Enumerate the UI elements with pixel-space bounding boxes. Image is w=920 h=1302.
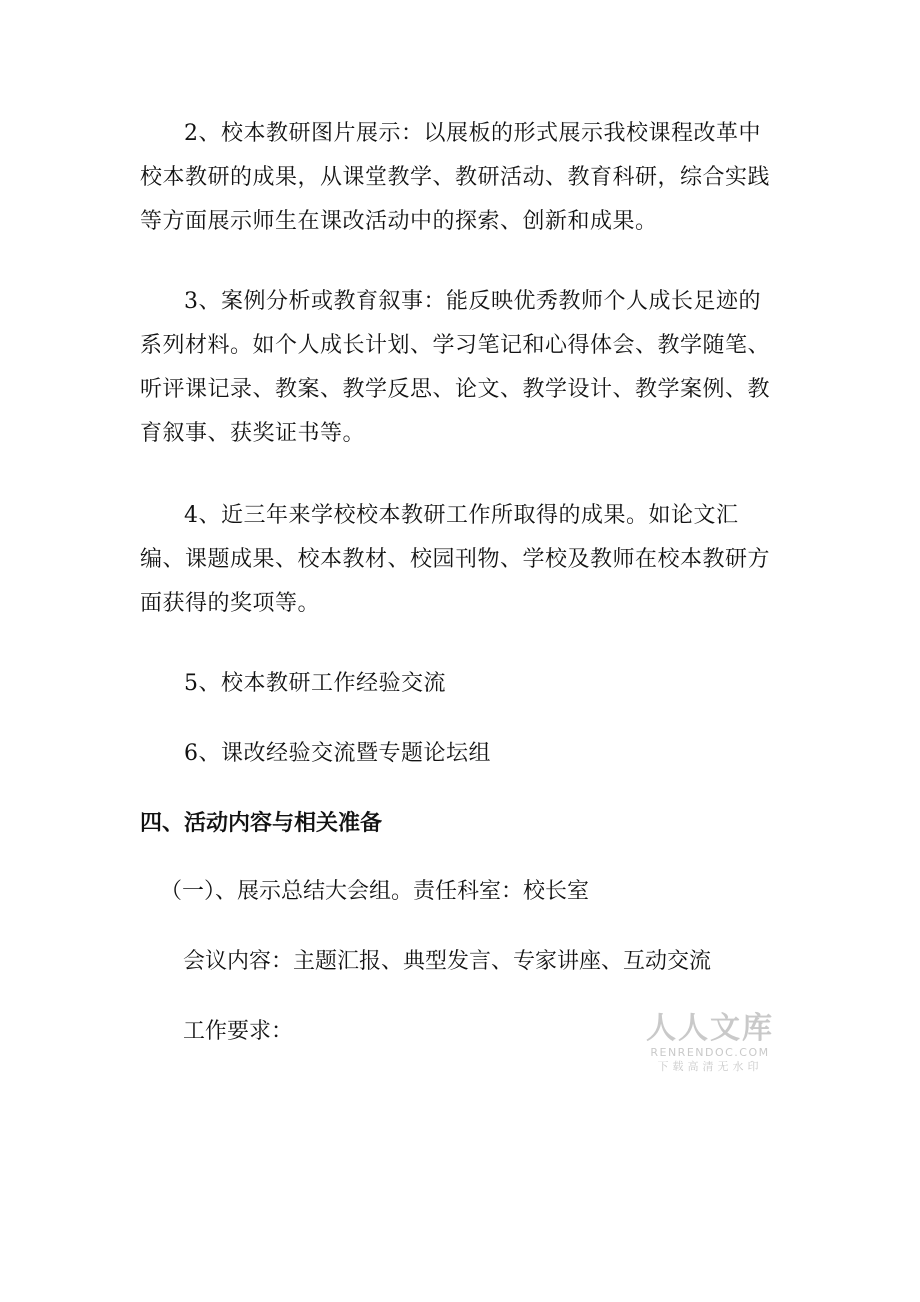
- subsection-heading: （一）、展示总结大会组。责任科室：校长室: [160, 879, 590, 904]
- paragraph-item-3: 3、案例分析或教育叙事：能反映优秀教师个人成长足迹的系列材料。如个人成长计划、学习笔记和心得体会、教学随笔、听评课记录、教案、教学反思、论文、教学设计、教学案例、教育叙事、获奖证书等。: [140, 289, 771, 446]
- watermark-site: RENRENDOC.COM: [650, 1046, 770, 1059]
- section-heading: 四、活动内容与相关准备: [140, 811, 383, 836]
- meeting-content: 会议内容：主题汇报、典型发言、专家讲座、互动交流: [183, 949, 712, 974]
- watermark-logo: [640, 1012, 780, 1074]
- paragraph-item-2: 2、校本教研图片展示：以展板的形式展示我校课程改革中校本教研的成果，从课堂教学、教研活动、教育科研，综合实践等方面展示师生在课改活动中的探索、创新和成果。: [140, 121, 771, 234]
- watermark-title: 人人文库: [646, 1011, 774, 1046]
- paragraph-item-4: 4、近三年来学校校本教研工作所取得的成果。如论文汇编、课题成果、校本教材、校园刊物、学校及教师在校本教研方面获得的奖项等。: [140, 503, 771, 616]
- watermark-tagline: 下载高清无水印: [657, 1060, 763, 1073]
- paragraph-item-5: 5、校本教研工作经验交流: [184, 671, 446, 696]
- paragraph-item-6: 6、课改经验交流暨专题论坛组: [184, 741, 491, 766]
- work-requirements: 工作要求：: [183, 1019, 294, 1044]
